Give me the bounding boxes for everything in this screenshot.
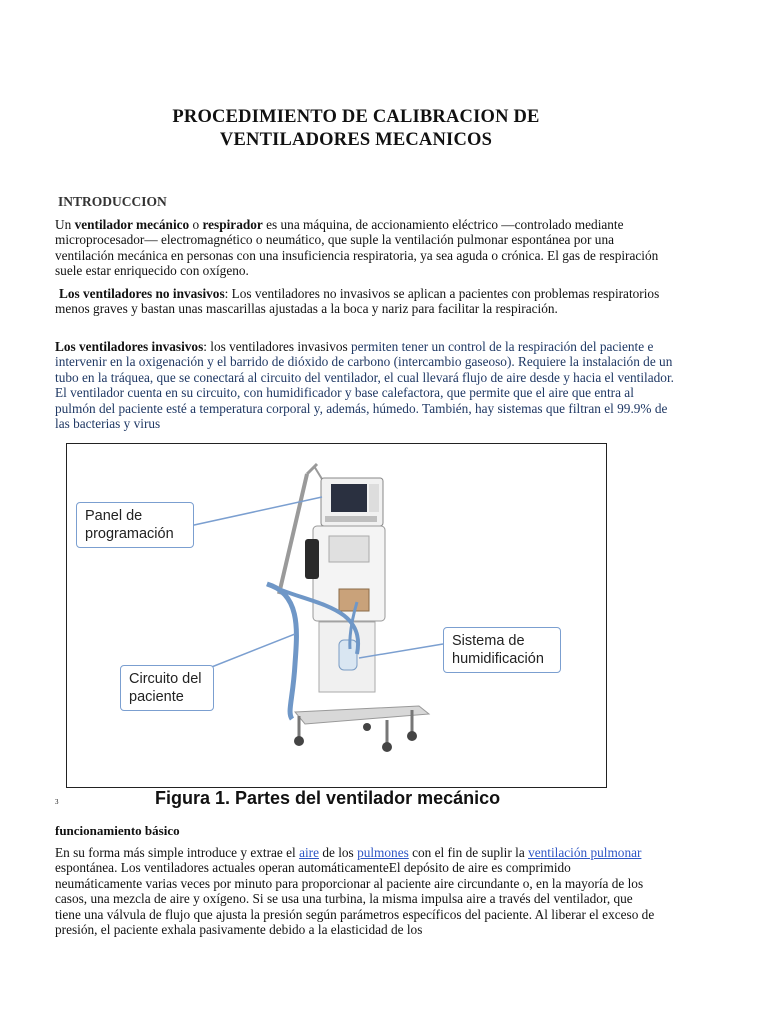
paragraph-no-invasivos — [55, 286, 675, 317]
link-ventilacion-pulmonar[interactable]: ventilación pulmonar — [528, 845, 642, 860]
document-title — [0, 106, 712, 152]
p1-bold-2: respirador — [202, 217, 263, 232]
p4-text-2: de los — [319, 845, 358, 860]
p2-text-1: : Los ventiladores no invasivos se aplican a pacientes con problemas respiratorios menos graves y bastan unas mascarillas ajustadas a la boca y nariz para facilitar la respiración. — [55, 286, 660, 317]
p4-text-4: espontánea. Los ventiladores actuales operan automáticamenteEl depósito de aire es comprimido neumáticamente varias veces por minuto para proporcionar al paciente aire circundante o, en la mayoría de los casos, una mezcla de aire y oxígeno. Si se usa una turbina, la misma impulsa aire a través del ventilador, que tiene una válvula de flujo que ajusta la presión según parámetros específicos del paciente. Al liberar el exceso de presión, el paciente exhala pasivamente debido a la elasticidad de los — [55, 860, 655, 938]
section-heading-funcionamiento: funcionamiento básico — [55, 823, 180, 838]
title-line-2: VENTILADORES MECANICOS — [219, 130, 493, 150]
p4-text-3: con el fin de suplir la — [408, 845, 529, 860]
link-aire[interactable]: aire — [299, 845, 320, 860]
p1-text-3: es una máquina, de accionamiento eléctrico —controlado mediante microprocesador— electromagnético o neumático, que suple la ventilación pulmonar espontánea por una ventilación mecánica en personas con una insuficiencia respiratoria, ya sea aguda o crónica. El gas de respiración suele estar enriquecido con oxígeno. — [55, 217, 659, 279]
p3-text-1: : los ventiladores invasivos — [203, 339, 351, 354]
ventilator-illustration — [67, 444, 606, 787]
p1-text-2: o — [189, 217, 203, 232]
paragraph-invasivos — [55, 339, 675, 431]
p4-text-1: En su forma más simple introduce y extrae el — [55, 845, 300, 860]
paragraph-funcionamiento — [55, 845, 660, 937]
intro-heading: INTRODUCCION — [58, 194, 167, 209]
title-line-1: PROCEDIMIENTO DE CALIBRACION DE — [172, 107, 540, 127]
callout-circuito-paciente: Circuito del paciente — [120, 665, 214, 711]
footnote-number: 3 — [55, 798, 59, 806]
p1-text-1: Un — [55, 217, 75, 232]
p3-bold-1: Los ventiladores invasivos — [55, 339, 204, 354]
callout-panel-programacion: Panel de programación — [76, 502, 194, 548]
p3-text-2: permiten tener un control de la respiración del paciente e intervenir en la oxigenación y el barrido de dióxido de carbono (intercambio gaseoso). Requiere la instalación de un tubo en la tráquea, que se conectará al circuito del ventilador, el cual llevará flujo de aire desde y hacia el ventilador. El ventilador cuenta en su circuito, con humidificador y base calefactora, que permite que el aire que entra al pulmón del paciente esté a temperatura corporal y, además, húmedo. También, hay sistemas que filtran el 99.9% de las bacterias y virus — [55, 339, 674, 432]
callout-sistema-humidificacion: Sistema de humidificación — [443, 627, 561, 673]
link-pulmones[interactable]: pulmones — [357, 845, 409, 860]
p2-bold-1: Los ventiladores no invasivos — [59, 286, 225, 301]
paragraph-ventilador — [55, 217, 675, 279]
ventilator-figure — [66, 443, 607, 788]
p1-bold-1: ventilador mecánico — [74, 217, 190, 232]
figure-caption: Figura 1. Partes del ventilador mecánico — [155, 788, 501, 808]
